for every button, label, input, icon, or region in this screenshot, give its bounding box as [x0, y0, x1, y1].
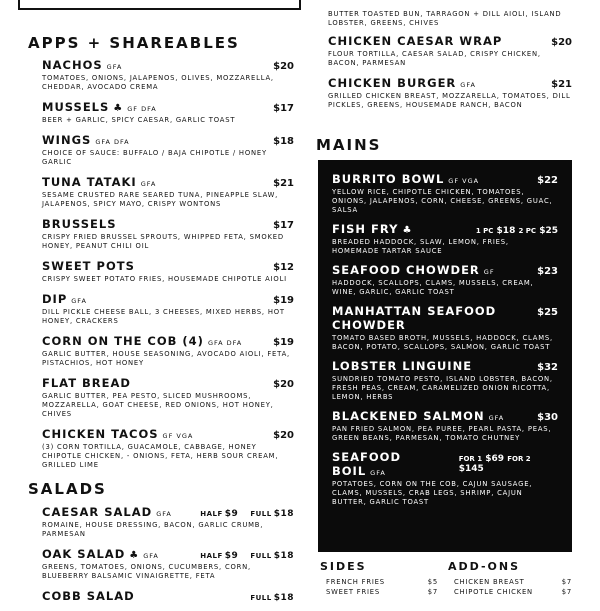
menu-item-description: PAN FRIED SALMON, PEA PUREE, PEARL PASTA, PEAS, GREEN BEANS, PARMESAN, TOMATO CHUTNEY — [332, 425, 552, 442]
menu-item-price: $19 — [273, 337, 294, 348]
menu-item-price: $30 — [537, 412, 558, 423]
menu-item-name-wrap — [42, 427, 193, 441]
menu-item-name-wrap — [42, 334, 242, 348]
menu-item-name: BLACKENED SALMON — [332, 409, 485, 423]
dietary-tag: GFA DFA — [95, 138, 130, 146]
menu-item-header — [332, 263, 558, 277]
menu-item-header — [332, 304, 558, 332]
option-2-price: $25 — [539, 226, 558, 236]
list-item — [454, 577, 572, 587]
menu-item-name-wrap — [42, 100, 157, 114]
menu-item-name-wrap — [42, 589, 135, 603]
menu-item — [42, 133, 294, 167]
multi-price — [476, 226, 558, 236]
dietary-tag: GFA — [143, 552, 159, 560]
menu-item — [42, 427, 294, 470]
menu-item-name: CHICKEN BURGER — [328, 76, 457, 90]
list-item — [454, 587, 572, 597]
menu-item-header — [42, 175, 294, 189]
half-label: HALF — [200, 510, 223, 518]
menu-item-name: NACHOS — [42, 58, 103, 72]
menu-item-price: $20 — [273, 379, 294, 390]
top-border-box — [18, 0, 301, 10]
menu-item-name: CHICKEN CAESAR WRAP — [328, 34, 503, 48]
menu-item-header — [332, 222, 558, 236]
option-1-label: FOR 1 — [458, 455, 483, 463]
option-1-price: $69 — [485, 454, 505, 464]
menu-item-price: $22 — [537, 175, 558, 186]
menu-item-description: GRILLED CHICKEN BREAST, MOZZARELLA, TOMATOES, DILL PICKLES, GREENS, HOUSEMADE RANCH, BACON — [328, 92, 571, 109]
list-item-price: $7 — [561, 578, 572, 586]
menu-item — [332, 172, 558, 215]
full-price: $18 — [273, 551, 294, 561]
full-price: $18 — [273, 593, 294, 603]
menu-item-header — [42, 133, 294, 147]
apps-list — [42, 58, 294, 478]
apps-title: APPS + SHAREABLES — [28, 34, 240, 52]
menu-item — [42, 589, 294, 603]
menu-item — [42, 292, 294, 326]
menu-item — [42, 58, 294, 92]
menu-item-name: CHICKEN TACOS — [42, 427, 159, 441]
menu-item-price: $32 — [537, 362, 558, 373]
menu-item-price: $21 — [551, 79, 572, 90]
menu-item-name-wrap — [42, 376, 131, 390]
menu-item — [42, 334, 294, 368]
menu-item-name: OAK SALAD — [42, 547, 126, 561]
list-item-name: FRENCH FRIES — [326, 578, 385, 586]
menu-item-name-wrap — [332, 409, 504, 423]
menu-item-name: MANHATTAN SEAFOOD CHOWDER — [332, 304, 497, 332]
menu-item-header — [328, 76, 572, 90]
salad-prices — [250, 593, 294, 603]
sides-title: SIDES — [320, 560, 367, 573]
menu-item-price: $21 — [273, 178, 294, 189]
menu-item-name: DIP — [42, 292, 68, 306]
menu-item-price: $17 — [273, 103, 294, 114]
list-item-name: SWEET FRIES — [326, 588, 380, 596]
menu-item — [42, 547, 294, 581]
menu-item-name-wrap — [332, 304, 537, 332]
menu-item-description: CHOICE OF SAUCE: BUFFALO / BAJA CHIPOTLE / HONEY GARLIC — [42, 149, 267, 166]
dietary-tag: GF — [483, 268, 495, 276]
menu-item-name: SEAFOOD BOIL — [332, 450, 401, 478]
menu-item-header — [42, 589, 294, 603]
menu-item-name-wrap — [42, 547, 159, 561]
full-label: FULL — [250, 510, 272, 518]
menu-item-name: WINGS — [42, 133, 92, 147]
menu-item-name-wrap — [332, 263, 495, 277]
menu-item-price: $20 — [273, 430, 294, 441]
menu-item-name-wrap — [42, 259, 135, 273]
menu-item-name-wrap — [42, 58, 122, 72]
dietary-tag: GFA — [106, 63, 123, 71]
option-2-label: FOR 2 — [507, 455, 531, 463]
menu-item-description: ROMAINE, HOUSE DRESSING, BACON, GARLIC CRUMB, PARMESAN — [42, 521, 264, 538]
tree-leaf-icon: ♣ — [402, 225, 413, 236]
menu-item-description: YELLOW RICE, CHIPOTLE CHICKEN, TOMATOES, ONIONS, JALAPENOS, CORN, CHEESE, GREENS, GUAC, SALSA — [332, 188, 553, 214]
menu-item-header — [42, 259, 294, 273]
menu-item-name: MUSSELS — [42, 100, 110, 114]
menu-item-description: GARLIC BUTTER, HOUSE SEASONING, AVOCADO AIOLI, FETA, PISTACHIOS, HOT HONEY — [42, 350, 290, 367]
half-price: $9 — [224, 551, 239, 561]
menu-item-name-wrap — [42, 133, 130, 147]
dietary-tag: GFA — [71, 297, 87, 305]
menu-item-name-wrap — [332, 172, 479, 186]
menu-item-name: SEAFOOD CHOWDER — [332, 263, 480, 277]
menu-item-description: CRISPY SWEET POTATO FRIES, HOUSEMADE CHIPOTLE AIOLI — [42, 275, 287, 283]
menu-item-description: GREENS, TOMATOES, ONIONS, CUCUMBERS, CORN, BLUEBERRY BALSAMIC VINAIGRETTE, FETA — [42, 563, 252, 580]
option-2-price: $145 — [458, 464, 484, 474]
menu-item-header — [332, 450, 558, 478]
full-price: $18 — [273, 509, 294, 519]
menu-item-description: BREADED HADDOCK, SLAW, LEMON, FRIES, HOMEMADE TARTAR SAUCE — [332, 238, 509, 255]
menu-item-header — [42, 505, 294, 519]
menu-item-description: SESAME CRUSTED RARE SEARED TUNA, PINEAPPLE SLAW, JALAPENOS, SPICY MAYO, CRISPY WONTONS — [42, 191, 279, 208]
menu-item-name-wrap — [42, 505, 172, 519]
mains-list — [332, 172, 558, 514]
menu-item-header — [332, 409, 558, 423]
dietary-tag: GFA — [488, 414, 505, 422]
option-2-label: 2 PC — [518, 227, 537, 235]
menu-item-description: FLOUR TORTILLA, CAESAR SALAD, CRISPY CHICKEN, BACON, PARMESAN — [328, 50, 541, 67]
menu-item-description: TOMATOES, ONIONS, JALAPENOS, OLIVES, MOZZARELLA, CHEDDAR, AVOCADO CREMA — [42, 74, 274, 91]
mains-panel — [318, 160, 572, 552]
menu-item-description: TOMATO BASED BROTH, MUSSELS, HADDOCK, CLAMS, BACON, POTATO, SCALLOPS, SALMON, GARLIC TOAST — [332, 334, 553, 351]
sides-list — [320, 577, 438, 597]
menu-item-description: HADDOCK, SCALLOPS, CLAMS, MUSSELS, CREAM, WINE, GARLIC, GARLIC TOAST — [332, 279, 534, 296]
menu-item-header — [42, 58, 294, 72]
list-item-name: CHICKEN BREAST — [454, 578, 525, 586]
menu-item-header — [42, 547, 294, 561]
menu-item-description: SUNDRIED TOMATO PESTO, ISLAND LOBSTER, BACON, FRESH PEAS, CREAM, CARAMELIZED ONION RICOTTA, LEMON, HERBS — [332, 375, 553, 401]
menu-item-price: $20 — [551, 37, 572, 48]
menu-item-price: $25 — [537, 307, 558, 318]
menu-item-name-wrap — [42, 292, 87, 306]
mains-title: MAINS — [316, 136, 382, 154]
sides-section — [320, 560, 438, 597]
menu-item-name: SWEET POTS — [42, 259, 135, 273]
half-label: HALF — [200, 552, 223, 560]
menu-item-price: $23 — [537, 266, 558, 277]
dietary-tag: GF VGA — [448, 177, 480, 185]
handhelds-list — [328, 34, 572, 118]
menu-item — [332, 450, 558, 507]
menu-item-price: $17 — [273, 220, 294, 231]
addons-section — [448, 560, 572, 597]
salads-list — [42, 505, 294, 611]
dietary-tag: GF VGA — [162, 432, 194, 440]
menu-item-price: $12 — [273, 262, 294, 273]
menu-item — [332, 304, 558, 352]
menu-item — [332, 222, 558, 256]
menu-item-description: DILL PICKLE CHEESE BALL, 3 CHEESES, MIXED HERBS, HOT HONEY, CRACKERS — [42, 308, 285, 325]
menu-item-header — [332, 172, 558, 186]
menu-item-price: $20 — [273, 61, 294, 72]
menu-item-name-wrap — [328, 34, 502, 48]
menu-item — [42, 217, 294, 251]
list-item — [326, 587, 438, 597]
menu-item-header — [42, 427, 294, 441]
tree-leaf-icon: ♣ — [129, 550, 140, 561]
menu-item-header — [42, 334, 294, 348]
option-1-price: $18 — [496, 226, 516, 236]
menu-item-name: BRUSSELS — [42, 217, 117, 231]
list-item-price: $5 — [427, 578, 438, 586]
salad-prices — [200, 551, 294, 561]
menu-item-name: CORN ON THE COB (4) — [42, 334, 204, 348]
menu-item-name-wrap — [332, 222, 412, 236]
dietary-tag: GF DFA — [127, 105, 157, 113]
list-item-name: CHIPOTLE CHICKEN — [454, 588, 533, 596]
menu-item-price: $19 — [273, 295, 294, 306]
dietary-tag: GFA — [140, 180, 157, 188]
menu-item-name: FISH FRY — [332, 222, 399, 236]
menu-item-header — [42, 376, 294, 390]
salads-title: SALADS — [28, 480, 107, 498]
option-1-label: 1 PC — [475, 227, 494, 235]
menu-item-description: BEER + GARLIC, SPICY CAESAR, GARLIC TOAST — [42, 116, 236, 124]
menu-item — [42, 175, 294, 209]
list-item-price: $7 — [561, 588, 572, 596]
tree-leaf-icon: ♣ — [113, 103, 124, 114]
half-price: $9 — [224, 509, 239, 519]
list-item-price: $7 — [427, 588, 438, 596]
menu-item — [42, 259, 294, 284]
menu-item-description: GARLIC BUTTER, PEA PESTO, SLICED MUSHROOMS, MOZZARELLA, GOAT CHEESE, RED ONIONS, HOT HONEY, CHIVES — [42, 392, 274, 418]
full-label: FULL — [250, 594, 272, 602]
menu-item-name-wrap — [42, 175, 156, 189]
dietary-tag: GFA — [460, 81, 476, 89]
full-label: FULL — [250, 552, 272, 560]
menu-item — [328, 34, 572, 68]
menu-item-name-wrap — [42, 217, 116, 231]
menu-item — [332, 409, 558, 443]
dietary-tag: GFA — [156, 510, 172, 518]
dietary-tag: GFA DFA — [207, 339, 243, 347]
addons-list — [448, 577, 572, 597]
menu-item-header — [332, 359, 558, 373]
menu-item-name: FLAT BREAD — [42, 376, 131, 390]
menu-item — [328, 76, 572, 110]
menu-item — [42, 376, 294, 419]
menu-item-description: CRISPY FRIED BRUSSEL SPROUTS, WHIPPED FETA, SMOKED HONEY, PEANUT CHILI OIL — [42, 233, 284, 250]
menu-item-header — [42, 100, 294, 114]
menu-item-header — [42, 217, 294, 231]
menu-item — [42, 505, 294, 539]
menu-item-description: POTATOES, CORN ON THE COB, CAJUN SAUSAGE, CLAMS, MUSSELS, CRAB LEGS, SHRIMP, CAJUN BUTTER, GARLIC TOAST — [332, 480, 533, 506]
menu-item-name-wrap — [332, 359, 472, 373]
menu-item-description: (3) CORN TORTILLA, GUACAMOLE, CABBAGE, HONEY CHIPOTLE CHICKEN, - ONIONS, FETA, HERB SOUR CREAM, GRILLED LIME — [42, 443, 279, 469]
lobster-roll-desc: BUTTER TOASTED BUN, TARRAGON + DILL AIOLI, ISLAND LOBSTER, GREENS, CHIVES — [328, 10, 562, 27]
menu-item-price: $18 — [273, 136, 294, 147]
menu-item-header — [328, 34, 572, 48]
menu-item — [332, 359, 558, 402]
menu-item — [42, 100, 294, 125]
menu-item — [332, 263, 558, 297]
menu-item-name: BURRITO BOWL — [332, 172, 445, 186]
menu-item-name-wrap — [328, 76, 476, 90]
menu-item-name: CAESAR SALAD — [42, 505, 153, 519]
menu-item-name-wrap — [332, 450, 459, 478]
menu-item-name: TUNA TATAKI — [42, 175, 137, 189]
menu-item-header — [42, 292, 294, 306]
menu-item-name: LOBSTER LINGUINE — [332, 359, 473, 373]
menu-item-name: COBB SALAD — [42, 589, 135, 603]
dietary-tag: GFA — [370, 469, 386, 477]
multi-price — [459, 454, 558, 474]
addons-title: ADD-ONS — [448, 560, 521, 573]
salad-prices — [200, 509, 294, 519]
list-item — [326, 577, 438, 587]
